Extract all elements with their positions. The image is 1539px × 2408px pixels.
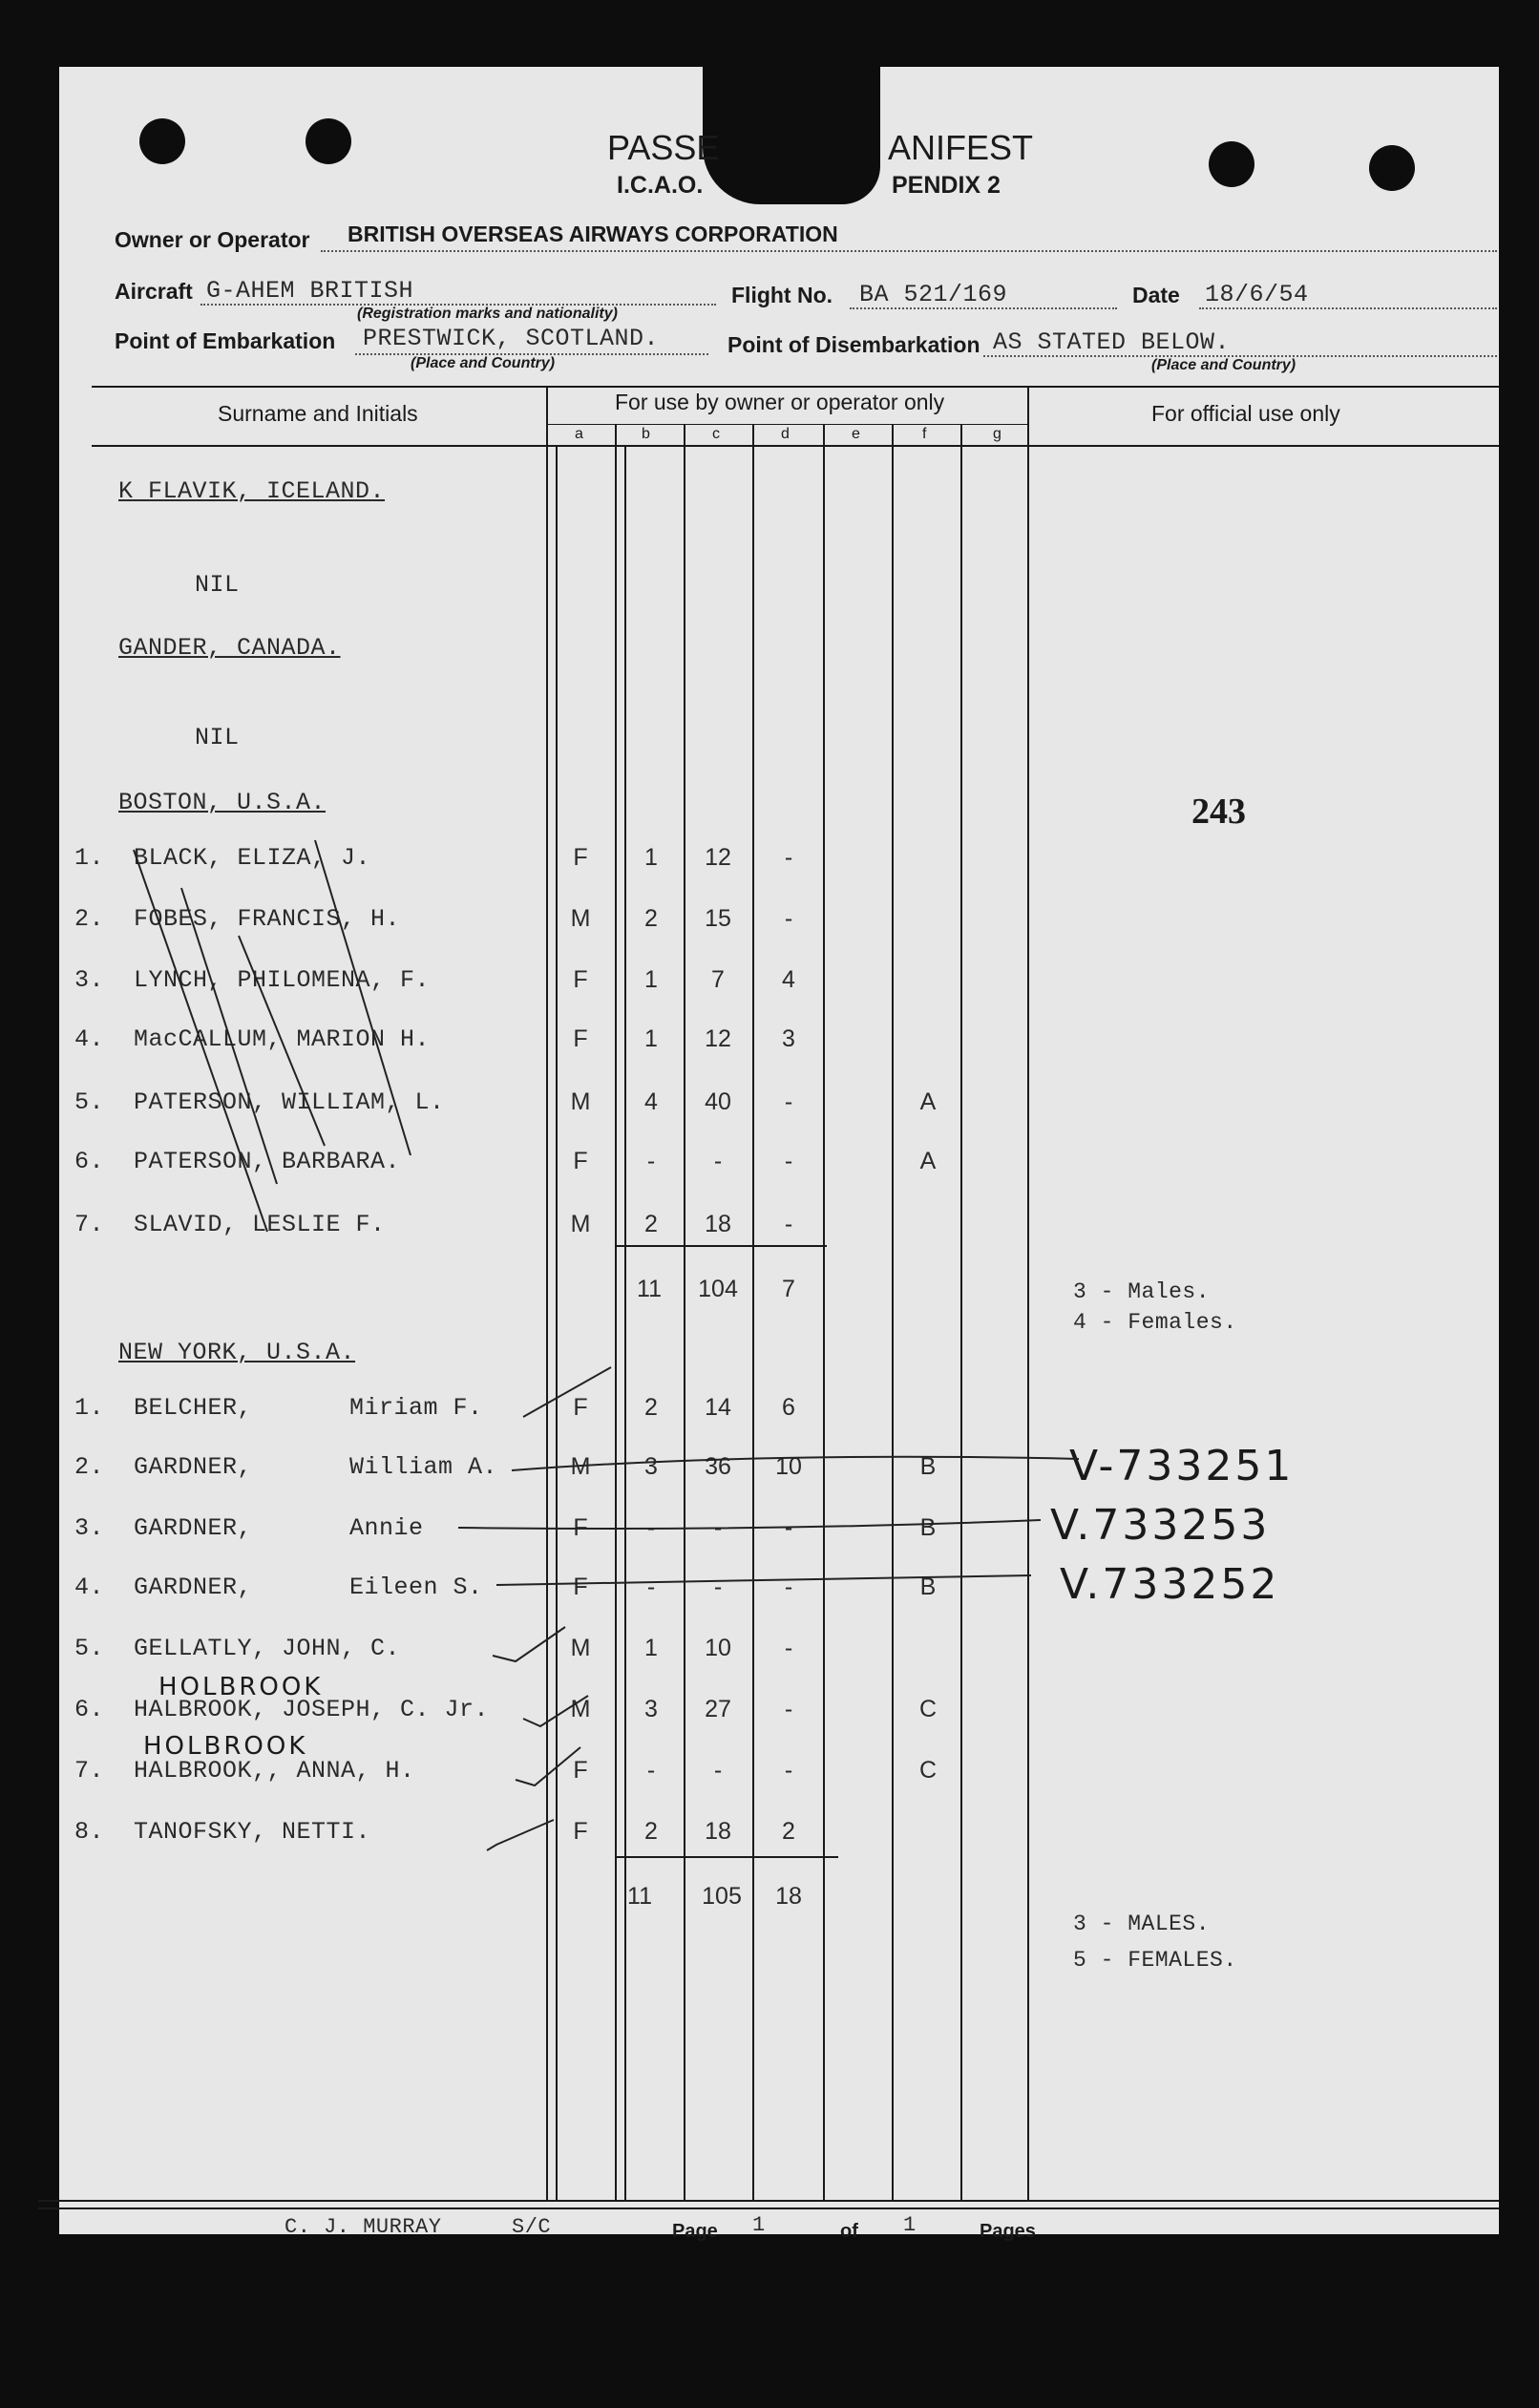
ny-cell-a: M <box>570 1696 591 1722</box>
boston-passenger-name: FOBES, FRANCIS, H. <box>134 905 401 933</box>
boston-passenger-name: PATERSON, BARBARA. <box>134 1148 401 1175</box>
ny-cell-a: F <box>573 1818 588 1845</box>
ny-passenger-given-name: Annie <box>349 1514 424 1542</box>
surname-header: Surname and Initials <box>218 401 418 426</box>
keflavik-nil: NIL <box>195 571 240 599</box>
boston-cell-f: A <box>919 1088 937 1115</box>
ny-row-number: 3. <box>74 1514 105 1542</box>
ny-cell-c: 14 <box>705 1394 731 1421</box>
owner-value: BRITISH OVERSEAS AIRWAYS CORPORATION <box>348 222 838 246</box>
embarkation-label: Point of Embarkation <box>115 328 336 353</box>
ny-cell-a: M <box>570 1453 591 1480</box>
appendix-label: PENDIX 2 <box>892 172 1001 199</box>
handwritten-holbrook-1: HOLBROOK <box>158 1673 324 1701</box>
aircraft-label: Aircraft <box>115 279 193 304</box>
handwritten-visa-2: V.733253 <box>1050 1501 1271 1550</box>
ny-cell-d: 6 <box>782 1394 795 1421</box>
embarkation-note: (Place and Country) <box>411 355 556 371</box>
ny-cell-f: B <box>919 1453 937 1480</box>
boston-cell-b: 2 <box>644 1211 658 1237</box>
ny-cell-d: - <box>784 1574 793 1600</box>
col-e: e <box>852 426 860 442</box>
ny-cell-d: 2 <box>782 1818 795 1845</box>
boston-total-c: 104 <box>698 1276 738 1302</box>
disembarkation-note: (Place and Country) <box>1151 357 1297 373</box>
ny-total-b: 11 <box>627 1883 652 1910</box>
boston-cell-b: 1 <box>644 966 658 993</box>
ny-passenger-name: GARDNER, <box>134 1514 253 1542</box>
boston-passenger-name: BLACK, ELIZA, J. <box>134 844 371 872</box>
ny-cell-f: B <box>919 1514 937 1541</box>
boston-females: 4 - Females. <box>1073 1310 1237 1335</box>
boston-cell-d: - <box>784 1211 793 1237</box>
ny-cell-b: 2 <box>644 1818 658 1845</box>
boston-passenger-name: PATERSON, WILLIAM, L. <box>134 1088 445 1116</box>
owner-label: Owner or Operator <box>115 227 310 252</box>
disembarkation-value: AS STATED BELOW. <box>993 328 1231 356</box>
ny-total-c: 105 <box>702 1883 742 1910</box>
ny-cell-d: - <box>784 1757 793 1784</box>
ny-cell-c: 10 <box>705 1635 731 1661</box>
ny-passenger-name: BELCHER, <box>134 1394 253 1422</box>
icao-label: I.C.A.O. <box>617 172 704 199</box>
boston-cell-d: - <box>784 844 793 871</box>
col-c: c <box>712 426 720 442</box>
boston-passenger-name: MacCALLUM, MARION H. <box>134 1025 431 1053</box>
ny-cell-f: B <box>919 1574 937 1600</box>
stop-keflavik: K FLAVIK, ICELAND. <box>118 477 386 505</box>
ny-cell-d: 10 <box>775 1453 802 1480</box>
ny-passenger-name: GARDNER, <box>134 1453 253 1481</box>
date-value: 18/6/54 <box>1205 281 1309 308</box>
boston-cell-d: - <box>784 1148 793 1174</box>
col-g: g <box>993 426 1001 442</box>
aircraft-note: (Registration marks and nationality) <box>357 306 618 322</box>
boston-cell-b: 1 <box>644 844 658 871</box>
boston-cell-c: 18 <box>705 1211 731 1237</box>
ny-cell-c: - <box>713 1574 723 1600</box>
aircraft-value: G-AHEM BRITISH <box>206 277 414 305</box>
boston-row-number: 6. <box>74 1148 105 1175</box>
ny-total-d: 18 <box>775 1883 802 1910</box>
boston-cell-a: F <box>573 1148 588 1174</box>
boston-males: 3 - Males. <box>1073 1279 1211 1304</box>
ny-row-number: 6. <box>74 1696 105 1723</box>
footer-page-total: 1 <box>903 2213 917 2237</box>
boston-cell-f: A <box>919 1148 937 1174</box>
stop-boston: BOSTON, U.S.A. <box>118 789 327 816</box>
ny-row-number: 7. <box>74 1757 105 1785</box>
boston-cell-d: - <box>784 1088 793 1115</box>
handwritten-visa-3: V.733252 <box>1060 1560 1280 1609</box>
ny-passenger-name: GARDNER, <box>134 1574 253 1601</box>
boston-cell-c: 12 <box>705 1025 731 1052</box>
ny-cell-d: - <box>784 1514 793 1541</box>
boston-cell-c: - <box>713 1148 723 1174</box>
disembarkation-label: Point of Disembarkation <box>727 332 980 357</box>
col-f: f <box>922 426 927 442</box>
ny-row-number: 4. <box>74 1574 105 1601</box>
ny-cell-b: 3 <box>644 1453 658 1480</box>
footer-pages-label: Pages <box>980 2221 1036 2242</box>
ny-cell-d: - <box>784 1635 793 1661</box>
boston-cell-c: 7 <box>711 966 725 993</box>
ny-passenger-name: HALBROOK,, ANNA, H. <box>134 1757 415 1785</box>
boston-row-number: 2. <box>74 905 105 933</box>
ny-cell-b: - <box>646 1757 656 1784</box>
ny-passenger-given-name: Miriam F. <box>349 1394 483 1422</box>
ny-row-number: 1. <box>74 1394 105 1422</box>
boston-cell-d: - <box>784 905 793 932</box>
boston-cell-c: 15 <box>705 905 731 932</box>
boston-row-number: 1. <box>74 844 105 872</box>
boston-cell-d: 4 <box>782 966 795 993</box>
ny-cell-c: - <box>713 1757 723 1784</box>
boston-cell-b: - <box>646 1148 656 1174</box>
owner-use-header: For use by owner or operator only <box>615 390 945 414</box>
date-label: Date <box>1132 283 1180 307</box>
boston-row-number: 7. <box>74 1211 105 1238</box>
ny-cell-d: - <box>784 1696 793 1722</box>
ny-cell-c: 36 <box>705 1453 731 1480</box>
col-d: d <box>781 426 790 442</box>
col-a: a <box>575 426 583 442</box>
boston-total-b: 11 <box>637 1276 662 1302</box>
ny-cell-b: - <box>646 1574 656 1600</box>
manifest-title-left: PASSE <box>607 128 720 167</box>
boston-row-number: 3. <box>74 966 105 994</box>
footer-officer: C. J. MURRAY <box>285 2215 442 2239</box>
ny-passenger-given-name: Eileen S. <box>349 1574 483 1601</box>
stop-gander: GANDER, CANADA. <box>118 634 341 662</box>
ny-passenger-name: GELLATLY, JOHN, C. <box>134 1635 401 1662</box>
ny-cell-c: 18 <box>705 1818 731 1845</box>
ny-row-number: 8. <box>74 1818 105 1846</box>
official-use-header: For official use only <box>1151 401 1340 426</box>
boston-cell-c: 40 <box>705 1088 731 1115</box>
boston-passenger-name: SLAVID, LESLIE F. <box>134 1211 386 1238</box>
ny-cell-c: 27 <box>705 1696 731 1722</box>
boston-cell-d: 3 <box>782 1025 795 1052</box>
footer-page-label: Page <box>672 2221 718 2242</box>
ny-cell-b: 2 <box>644 1394 658 1421</box>
boston-cell-a: F <box>573 1025 588 1052</box>
boston-row-number: 4. <box>74 1025 105 1053</box>
footer-rank: S/C <box>512 2215 552 2239</box>
ny-passenger-name: HALBROOK, JOSEPH, C. Jr. <box>134 1696 490 1723</box>
ny-cell-a: F <box>573 1514 588 1541</box>
ny-cell-f: C <box>918 1696 938 1722</box>
col-b: b <box>642 426 650 442</box>
manifest-title-right: ANIFEST <box>888 128 1034 167</box>
boston-cell-a: M <box>570 905 591 932</box>
ny-cell-b: 1 <box>644 1635 658 1661</box>
boston-cell-b: 2 <box>644 905 658 932</box>
ny-males: 3 - MALES. <box>1073 1912 1211 1936</box>
boston-total-d: 7 <box>782 1276 795 1302</box>
flight-value: BA 521/169 <box>859 281 1008 308</box>
footer-page-number: 1 <box>752 2213 766 2237</box>
boston-cell-b: 4 <box>644 1088 658 1115</box>
boston-passenger-name: LYNCH, PHILOMENA, F. <box>134 966 431 994</box>
boston-cell-a: M <box>570 1088 591 1115</box>
handwritten-visa-1: V-733251 <box>1069 1442 1295 1490</box>
ny-cell-b: 3 <box>644 1696 658 1722</box>
boston-row-number: 5. <box>74 1088 105 1116</box>
footer-of-label: of <box>840 2221 858 2242</box>
ny-cell-a: M <box>570 1635 591 1661</box>
embarkation-value: PRESTWICK, SCOTLAND. <box>363 325 660 352</box>
ny-row-number: 2. <box>74 1453 105 1481</box>
handwritten-holbrook-2: HOLBROOK <box>143 1732 308 1761</box>
ny-cell-a: F <box>573 1394 588 1421</box>
flight-label: Flight No. <box>731 283 833 307</box>
ny-cell-b: - <box>646 1514 656 1541</box>
ny-passenger-name: TANOFSKY, NETTI. <box>134 1818 371 1846</box>
boston-cell-a: F <box>573 844 588 871</box>
ny-cell-a: F <box>573 1757 588 1784</box>
stop-newyork: NEW YORK, U.S.A. <box>118 1339 356 1366</box>
ny-passenger-given-name: William A. <box>349 1453 498 1481</box>
gander-nil: NIL <box>195 724 240 751</box>
boston-cell-b: 1 <box>644 1025 658 1052</box>
ny-females: 5 - FEMALES. <box>1073 1948 1237 1973</box>
ny-cell-f: C <box>918 1757 938 1784</box>
boston-cell-a: M <box>570 1211 591 1237</box>
boston-cell-c: 12 <box>705 844 731 871</box>
ny-cell-a: F <box>573 1574 588 1600</box>
official-number: 243 <box>1191 792 1246 832</box>
ny-row-number: 5. <box>74 1635 105 1662</box>
ny-cell-c: - <box>713 1514 723 1541</box>
boston-cell-a: F <box>573 966 588 993</box>
